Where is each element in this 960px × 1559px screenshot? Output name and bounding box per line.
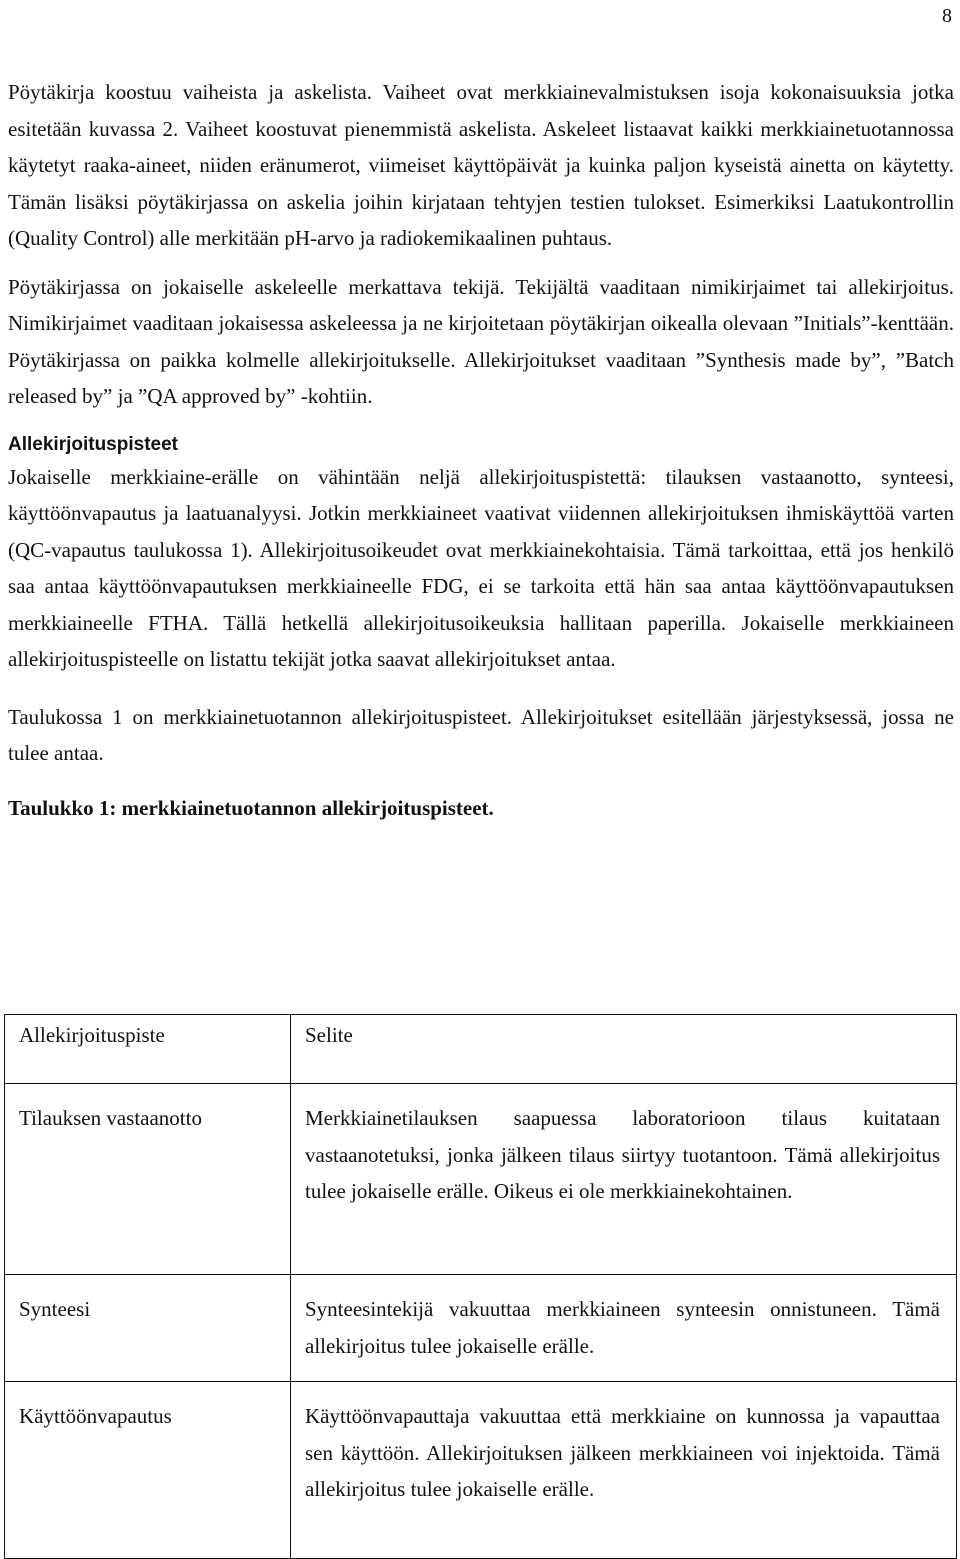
paragraph-signature-points: Jokaiselle merkkiaine-erälle on vähintään neljä allekirjoituspistettä: tilauksen vastaanotto, synteesi, käyttöönvapautus ja laatuanalyysi. Jotkin merkkiaineet vaativat viidennen allekirjoituksen ihmiskäyttöä varten (QC-vapautus taulukossa 1). Allekirjoitusoikeudet ovat merkkiainekohtaisia. Tämä tarkoittaa, että jos henkilö saa antaa käyttöönvapautuksen merkkiaineelle FDG, ei se tarkoita että hän saa antaa käyttöönvapautuksen merkkiaineelle FTHA. Tällä hetkellä allekirjoitusoikeuksia hallitaan paperilla. Jokaiselle merkkiaineen allekirjoituspisteelle on listattu tekijät jotka saavat allekirjoitukset antaa. — [8, 464, 954, 671]
page-number: 8 — [942, 5, 952, 27]
paragraph-protocol-structure: Pöytäkirja koostuu vaiheista ja askelista. Vaiheet ovat merkkiainevalmistuksen isoja kokonaisuuksia jotka esitetään kuvassa 2. Vaiheet koostuvat pienemmistä askelista. Askeleet listaavat kaikki merkkiainetuotannossa käytetyt raaka-aineet, niiden eränumerot, viimeiset käyttöpäivät ja kuinka paljon kyseistä ainetta on käytetty. Tämän lisäksi pöytäkirjassa on askelia joihin kirjataan tehtyjen testien tulokset. Esimerkiksi Laatukontrollin (Quality Control) alle merkitään pH-arvo ja radiokemikaalinen puhtaus. — [8, 80, 954, 250]
description-cell: Synteesintekijä vakuuttaa merkkiaineen synteesin onnistuneen. Tämä allekirjoitus tulee jokaiselle erälle. — [291, 1275, 957, 1382]
signature-point-cell: Käyttöönvapautus — [5, 1382, 291, 1559]
paragraph-initials: Pöytäkirjassa on jokaiselle askeleelle merkattava tekijä. Tekijältä vaaditaan nimikirjaimet tai allekirjoitus. Nimikirjaimet vaaditaan jokaisessa askeleessa ja ne kirjoitetaan pöytäkirjan oikealla olevaan ”Initials”-kenttään. Pöytäkirjassa on paikka kolmelle allekirjoitukselle. Allekirjoitukset vaaditaan ”Synthesis made by”, ”Batch released by” ja ”QA approved by” -kohtiin. — [8, 274, 954, 408]
table-caption: Taulukko 1: merkkiainetuotannon allekirjoituspisteet. — [8, 795, 494, 820]
table-row — [5, 1382, 957, 1559]
document-body — [8, 74, 954, 823]
signature-points-table — [4, 1014, 957, 1559]
table-row — [5, 1275, 957, 1382]
section-heading: Allekirjoituspisteet — [8, 433, 178, 455]
table-row — [5, 1084, 957, 1275]
table-header-cell: Selite — [291, 1015, 957, 1084]
description-cell: Käyttöönvapauttaja vakuuttaa että merkkiaine on kunnossa ja vapauttaa sen käyttöön. Allekirjoituksen jälkeen merkkiaineen voi injektoida. Tämä allekirjoitus tulee jokaiselle erälle. — [291, 1382, 957, 1559]
table-header-row — [5, 1015, 957, 1084]
description-cell: Merkkiainetilauksen saapuessa laboratorioon tilaus kuitataan vastaanotetuksi, jonka jälkeen tilaus siirtyy tuotantoon. Tämä allekirjoitus tulee jokaiselle erälle. Oikeus ei ole merkkiainekohtainen. — [291, 1084, 957, 1275]
signature-point-cell: Synteesi — [5, 1275, 291, 1382]
signature-point-cell: Tilauksen vastaanotto — [5, 1084, 291, 1275]
paragraph-table-intro: Taulukossa 1 on merkkiainetuotannon allekirjoituspisteet. Allekirjoitukset esitellään järjestyksessä, jossa ne tulee antaa. — [8, 704, 954, 765]
table-header-cell: Allekirjoituspiste — [5, 1015, 291, 1084]
